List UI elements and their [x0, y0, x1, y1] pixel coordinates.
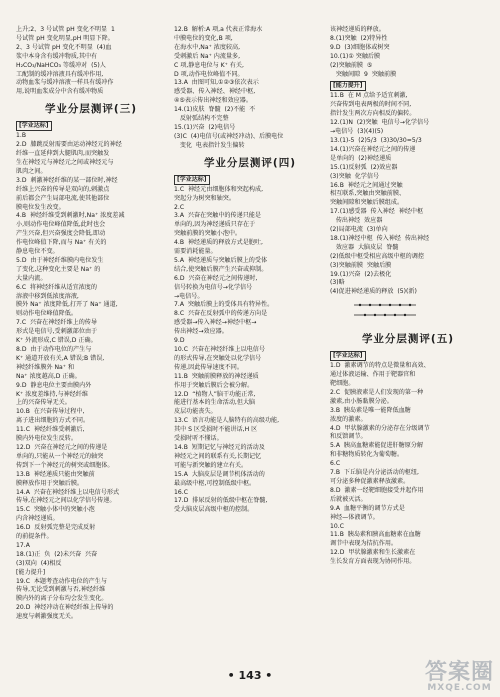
text-line: 传导,在神经元之间以化学信号传递。: [16, 497, 116, 505]
text-line: 传出神经 效应器: [330, 217, 383, 225]
text-line: 膜电位发生改变。: [16, 203, 65, 211]
text-line: 12.D 兴奋在神经元之间的传递是: [16, 443, 108, 451]
text-line: 传出神经→效应器。: [174, 328, 228, 336]
text-line: 和反馈调节。: [330, 433, 367, 441]
text-line: 是单向的 (2)神经递质: [330, 154, 392, 162]
text-line: [能力提升]: [16, 568, 46, 576]
text-line: H₂CO₃/NaHCO₃ 等缓冲对 (5)人: [16, 61, 106, 69]
text-line: 11.B 突触前膜释放的神经递质: [174, 372, 259, 380]
text-line: 工配制的缓冲溶液具有缓冲作用,: [16, 70, 104, 78]
text-line: 靶细胞。: [330, 380, 355, 387]
text-line: 作电位峰值下降,而与 Na⁺ 有关的: [16, 239, 107, 247]
text-line: 可能与新突触的建立有关。: [174, 461, 248, 469]
text-line: 12.B 解析:A 项,a 代表正常海水: [174, 26, 263, 33]
text-line: 15.(1)兴奋 (2)电信号: [174, 123, 236, 131]
text-line: 12.(1)N (2)突触 电信号→化学信号: [330, 119, 430, 127]
text-line: 突触间隙 9 突触前膜: [330, 70, 397, 78]
text-line: 突起分为树突和轴突。: [174, 194, 235, 202]
text-line: 产生兴奋,但兴奋强度会降低,即动: [16, 230, 106, 238]
text-line: (3)C (4)电信号(或神经冲动)、后膜电位: [174, 132, 284, 140]
text-line: 14.(1)兴奋在神经元之间的传递: [330, 145, 416, 153]
text-line: 16.B 神经元之间通过突触: [330, 181, 403, 189]
column-middle: [174, 26, 326, 515]
text-line: ④⑤表示传出神经和效应器。: [174, 97, 252, 105]
text-line: 的前提条件。: [16, 533, 53, 541]
text-line: 15.(1)反射弧 (2)效应器: [330, 163, 398, 171]
text-line: 该神经递质的释放。: [330, 26, 385, 33]
text-line: 19.C 本题考查动作电位的产生与: [16, 577, 107, 585]
text-line: 20.D 神经冲动在神经纤维上传导的: [16, 604, 114, 612]
text-line: 16.C: [174, 488, 188, 496]
text-line: 膜外 Na⁺ 浓度降低,打开了 Na⁺ 通道,: [16, 301, 118, 309]
text-line: 6.C 将神经纤维从适宜浓度的: [16, 283, 97, 291]
section-title-4: 学业分层测评(四): [203, 156, 297, 169]
text-line: 内含神经递质。: [16, 515, 59, 523]
text-line: 传到下一个神经元的树突或细胞体。: [16, 461, 114, 469]
text-line: 能进行基本的生命活动,但大脑: [174, 399, 256, 407]
text-line: 18.(1)神经中枢 传入神经 传出神经: [330, 234, 430, 242]
text-line: 离子进出细胞的方式不同。: [16, 417, 90, 425]
text-line: 9.D (3)细胞体或树突: [330, 43, 390, 51]
text-line: 动物血浆与缓冲溶液一样具有缓冲作: [16, 79, 114, 87]
text-line: (3)略: [330, 279, 345, 287]
text-line: 16.D 反射弧完整是完成反射: [16, 524, 96, 532]
text-line: 4.B 神经纤维受到刺激时,Na⁺ 浓度差减: [16, 212, 125, 220]
basic-tag: [学业达标]: [330, 351, 366, 361]
text-line: 9.D: [174, 337, 185, 345]
text-line: 用,说明血浆成分中含有缓冲物质: [16, 88, 104, 96]
text-line: 形式是电信号,受刺激部位由于: [16, 328, 98, 336]
text-line: 15.C 突触小体中的突触小泡: [16, 506, 95, 514]
text-line: 1.D 激素调节的特点是微量和高效、: [330, 362, 430, 370]
watermark-text: 答案圈: [424, 659, 494, 685]
text-line: 需要消耗能量。: [174, 248, 217, 256]
text-line: 神经—体液调节。: [330, 513, 379, 521]
text-line: 5.A 胰高血糖素能促进肝糖原分解: [330, 442, 424, 450]
text-line: 浓度的激素。: [330, 415, 367, 423]
text-line: 8.D 激素一经靶细胞接受并起作用: [330, 486, 424, 494]
text-line: 信号转换为电信号→化学信号: [174, 283, 253, 291]
text-line: 溶液中移到低浓度溶液,: [16, 292, 79, 300]
text-line: 2.C: [174, 203, 185, 211]
text-line: (2)低级中枢受相应高级中枢的调控: [330, 252, 424, 260]
text-line: 感受器→传入神经→神经中枢→: [174, 319, 257, 327]
text-line: 膜内外的离子分布均会发生变化。: [16, 595, 108, 603]
column-left: [16, 26, 166, 622]
text-line: 反射弧结构不完整: [174, 115, 229, 123]
text-line: 其中 S 区受损时不能讲话,H 区: [174, 426, 258, 434]
text-line: 号试管 pH 变化明显,pH 明显下降。: [16, 34, 114, 42]
text-line: 大量内流。: [16, 274, 47, 282]
text-line: 6.C: [330, 460, 341, 468]
intro-block: [16, 26, 166, 97]
text-line: (4)促进神经递质的释放 (5)(新): [330, 288, 417, 296]
text-line: 18.(1)正 负 (2)未兴奋 兴奋: [16, 550, 98, 558]
text-line: 感受器、传入神经、神经中枢,: [174, 88, 256, 96]
text-line: 纤维上兴奋的传导是双向的,刺激点: [16, 185, 110, 193]
section-title-3: 学业分层测评(三): [44, 103, 138, 116]
answer-block: [16, 132, 166, 622]
text-line: 受刺激后 Na⁺ 内流量多,: [174, 52, 241, 60]
text-line: 则动作电位峰值降低。: [16, 310, 77, 318]
text-line: 8.(1)突触 (2)特异性: [330, 34, 388, 42]
text-line: 上的兴奋传导无关。: [16, 399, 71, 407]
text-line: 效应器 大脑皮层 脊髓: [330, 243, 399, 251]
text-line: 结合,使突触后膜产生兴奋或抑制。: [174, 265, 268, 273]
text-line: 10.(1)① 突触后膜: [330, 52, 381, 60]
text-line: 神经元之间的联系有关,长期记忆: [174, 452, 262, 460]
text-line: 2、3 号试管 pH 变化不明显 (4)血: [16, 43, 112, 51]
text-line: 15.A 大脑皮层是调节机体活动的: [174, 470, 265, 478]
page-number: • 143 •: [227, 669, 273, 682]
text-line: 10.C 兴奋在神经纤维上以电信号: [174, 346, 265, 353]
text-line: 肌肉之间。: [16, 167, 47, 175]
text-line: 6.D 兴奋在神经元之间传递时,: [174, 274, 258, 282]
text-line: 11.B 在 M 点给予适宜刺激,: [330, 92, 408, 100]
text-line: 纤维一直延伸到大腿肌肉,而突触发: [16, 150, 110, 158]
text-line: 10.B 在兴奋传导过程中,: [16, 408, 85, 416]
ability-tag: [能力提升]: [330, 81, 366, 91]
basic-tag: [学业达标]: [16, 121, 52, 131]
text-line: 可分泌多种促激素释放激素。: [330, 477, 410, 485]
text-line: 14.A 兴奋在神经纤维上以电信号形式: [16, 488, 120, 496]
text-line: 11.C 神经纤维受刺激后,: [16, 426, 85, 434]
text-line: 3.B 胰岛素是唯一能降低血糖: [330, 406, 411, 414]
text-line: 通过体液运输、作用于靶器官和: [330, 371, 416, 379]
text-line: 小,则动作电位峰值降低,此时也会: [16, 221, 106, 229]
text-line: 和非糖物质转化为葡萄糖。: [330, 451, 404, 459]
text-line: 3.D 刺激神经纤维的某一部位时,神经: [16, 176, 118, 184]
watermark-logo: [425, 661, 494, 693]
text-line: K⁺ 浓度差维持,与神经纤维: [16, 390, 89, 398]
text-line: 调节中表现为拮抗作用。: [330, 540, 398, 548]
text-line: 14.(1)皮肤 脊髓 (2)不能 不: [174, 106, 256, 114]
watermark-url: MXQE.COM: [427, 683, 492, 693]
text-line: 中膜电位的变化,B 项,: [174, 34, 233, 42]
synapse-diagram: [350, 299, 420, 321]
text-line: 激素,由小肠黏膜分泌。: [330, 397, 393, 405]
text-line: 皮层功能丧失。: [174, 408, 217, 416]
text-line: 2.C 促胰液素是人们发现的第一种: [330, 388, 424, 396]
text-line: C 项,静息电位与 K⁺ 有关,: [174, 61, 244, 69]
text-line: 受大脑皮层高级中枢的控制。: [174, 506, 254, 514]
text-line: 5.D 由于神经纤维膜内电位发生: [16, 256, 104, 264]
text-line: →电信号。: [174, 292, 204, 300]
text-line: →电信号 (3)(4)(5): [330, 128, 384, 136]
text-line: 突触前膜的突触小泡中。: [174, 230, 242, 238]
text-line: 3.A 兴奋在突触中的传递只能是: [174, 212, 261, 220]
text-line: D 项,动作电位峰值不同。: [174, 70, 244, 78]
basic-tag: [学业达标]: [174, 175, 210, 185]
text-line: 前后都会产生局部电流,使其他部位: [16, 194, 110, 202]
text-line: 7.A 突触后膜上的受体具有特异性。: [174, 301, 274, 309]
text-line: 最高级中枢,可控制低级中枢。: [174, 479, 256, 487]
text-line: 11.B 胰岛素和胰高血糖素在血糖: [330, 531, 421, 539]
text-line: 相互联系,突触由突触前膜、: [330, 190, 406, 198]
text-line: 12.D “植物人”脑干功能正常,: [174, 390, 256, 398]
text-line: 变化 电表指针发生偏转: [174, 141, 245, 149]
text-line: 作用于突触后膜后会被分解。: [174, 381, 254, 389]
column-right: [330, 26, 486, 567]
text-line: 17.D 排尿反射的低级中枢在脊髓,: [174, 497, 268, 505]
text-line: 膜释放作用于突触后膜。: [16, 479, 84, 487]
text-line: (3)突触 化学信号: [330, 172, 380, 180]
text-line: 膜内外电位发生反转。: [16, 435, 77, 443]
text-line: (3)突触前膜 突触后膜: [330, 261, 392, 269]
text-line: 上升;2、3 号试管 pH 变化不明显 1: [16, 26, 115, 33]
text-line: 了变化,这种变化主要是 Na⁺ 的: [16, 265, 101, 273]
text-line: 17.(1)感受器 传入神经 神经中枢: [330, 208, 424, 216]
text-line: 9.A 血糖平衡的调节方式是: [330, 504, 405, 512]
text-line: 13.A 由图可知,①②③依次表示: [174, 79, 259, 87]
text-line: 1.B: [16, 132, 26, 140]
ability-block: [330, 92, 486, 297]
text-line: 17.A: [16, 541, 30, 549]
answer-block: [330, 362, 486, 567]
text-line: 神经纤维膜外 Na⁺ 和: [16, 363, 75, 371]
text-line: 的形式传导,在突触处以化学信号: [174, 354, 262, 362]
text-line: 8.C 兴奋在反射弧中的传递方向是: [174, 310, 268, 318]
text-line: 浆中本身含有缓冲物质,其中有: [16, 52, 98, 60]
text-line: 10.C: [330, 522, 344, 530]
text-line: 14.B 短期记忆与神经元的活动及: [174, 443, 265, 451]
text-line: 单向的,因为神经递质只存在于: [174, 221, 256, 229]
text-line: 2.D 膝跳反射需要由运动神经元的神经: [16, 141, 122, 149]
text-line: 在海水中,Na⁺ 浓度较高,: [174, 43, 241, 51]
text-line: 13.B 神经递质只能由突触前: [16, 470, 95, 478]
text-line: 19.(1)兴奋 (2)去极化: [330, 270, 392, 278]
text-line: 4.D 甲状腺激素的分泌存在分级调节: [330, 424, 430, 432]
text-line: 指针发生两次方向相反的偏转。: [330, 110, 416, 118]
text-line: 静息电位不变。: [16, 248, 59, 256]
text-line: (2)局部电流 (3)单向: [330, 226, 388, 234]
section-title-5: 学业分层测评(五): [361, 333, 455, 346]
text-line: 13.(1)-5 (2)5/3 (3)30/30=5/3: [330, 136, 422, 144]
text-line: 12.D 甲状腺激素和生长激素在: [330, 549, 416, 557]
text-line: K⁺ 通道开放有关,A 错误;B 错误,: [16, 354, 105, 362]
text-line: 后就被灭活。: [330, 495, 367, 503]
text-line: Na⁺ 浓度越高,D 正确。: [16, 372, 81, 380]
text-line: 兴奋传到电表两极的时间不同,: [330, 101, 412, 109]
top-block: [330, 26, 486, 79]
text-line: 速度与刺激强度无关。: [16, 613, 77, 621]
text-line: 13.C 语言功能是人脑特有的高级功能,: [174, 417, 280, 425]
text-line: (2)突触前膜 ⑤: [330, 61, 373, 69]
text-line: 7.B 下丘脑是内分泌活动的枢纽,: [330, 469, 419, 477]
text-line: 受损时听不懂话。: [174, 435, 223, 443]
text-line: (3)双向 (4)相反: [16, 559, 62, 567]
text-line: 传导,无论受到刺激与否,神经纤维: [16, 586, 106, 594]
text-line: 9.D 静息电位主要由膜内外: [16, 381, 92, 389]
text-line: 传递,因此传导速度不同。: [174, 363, 243, 371]
text-line: 突触间隙和突触后膜组成。: [330, 199, 404, 207]
text-line: 4.B 神经递质的释放方式是胞吐,: [174, 239, 263, 247]
text-line: 单向的,只能从一个神经元的轴突: [16, 452, 104, 460]
answer-block: [174, 186, 326, 516]
text-line: 7.C 兴奋在神经纤维上的传导: [16, 319, 97, 327]
text-line: 生在神经元与神经元之间或神经元与: [16, 158, 114, 166]
text-line: 1.C 神经元由细胞体和突起构成,: [174, 185, 264, 193]
text-line: 8.D 由于动作电位的产生与: [16, 346, 92, 353]
text-line: K⁺ 外流形成,C 错误,D 正确。: [16, 337, 97, 345]
text-line: 5.A 神经递质与突触后膜上的受体: [174, 256, 268, 264]
text-line: 生长发育方面表现为协同作用。: [330, 558, 416, 566]
top-block: [174, 26, 326, 151]
